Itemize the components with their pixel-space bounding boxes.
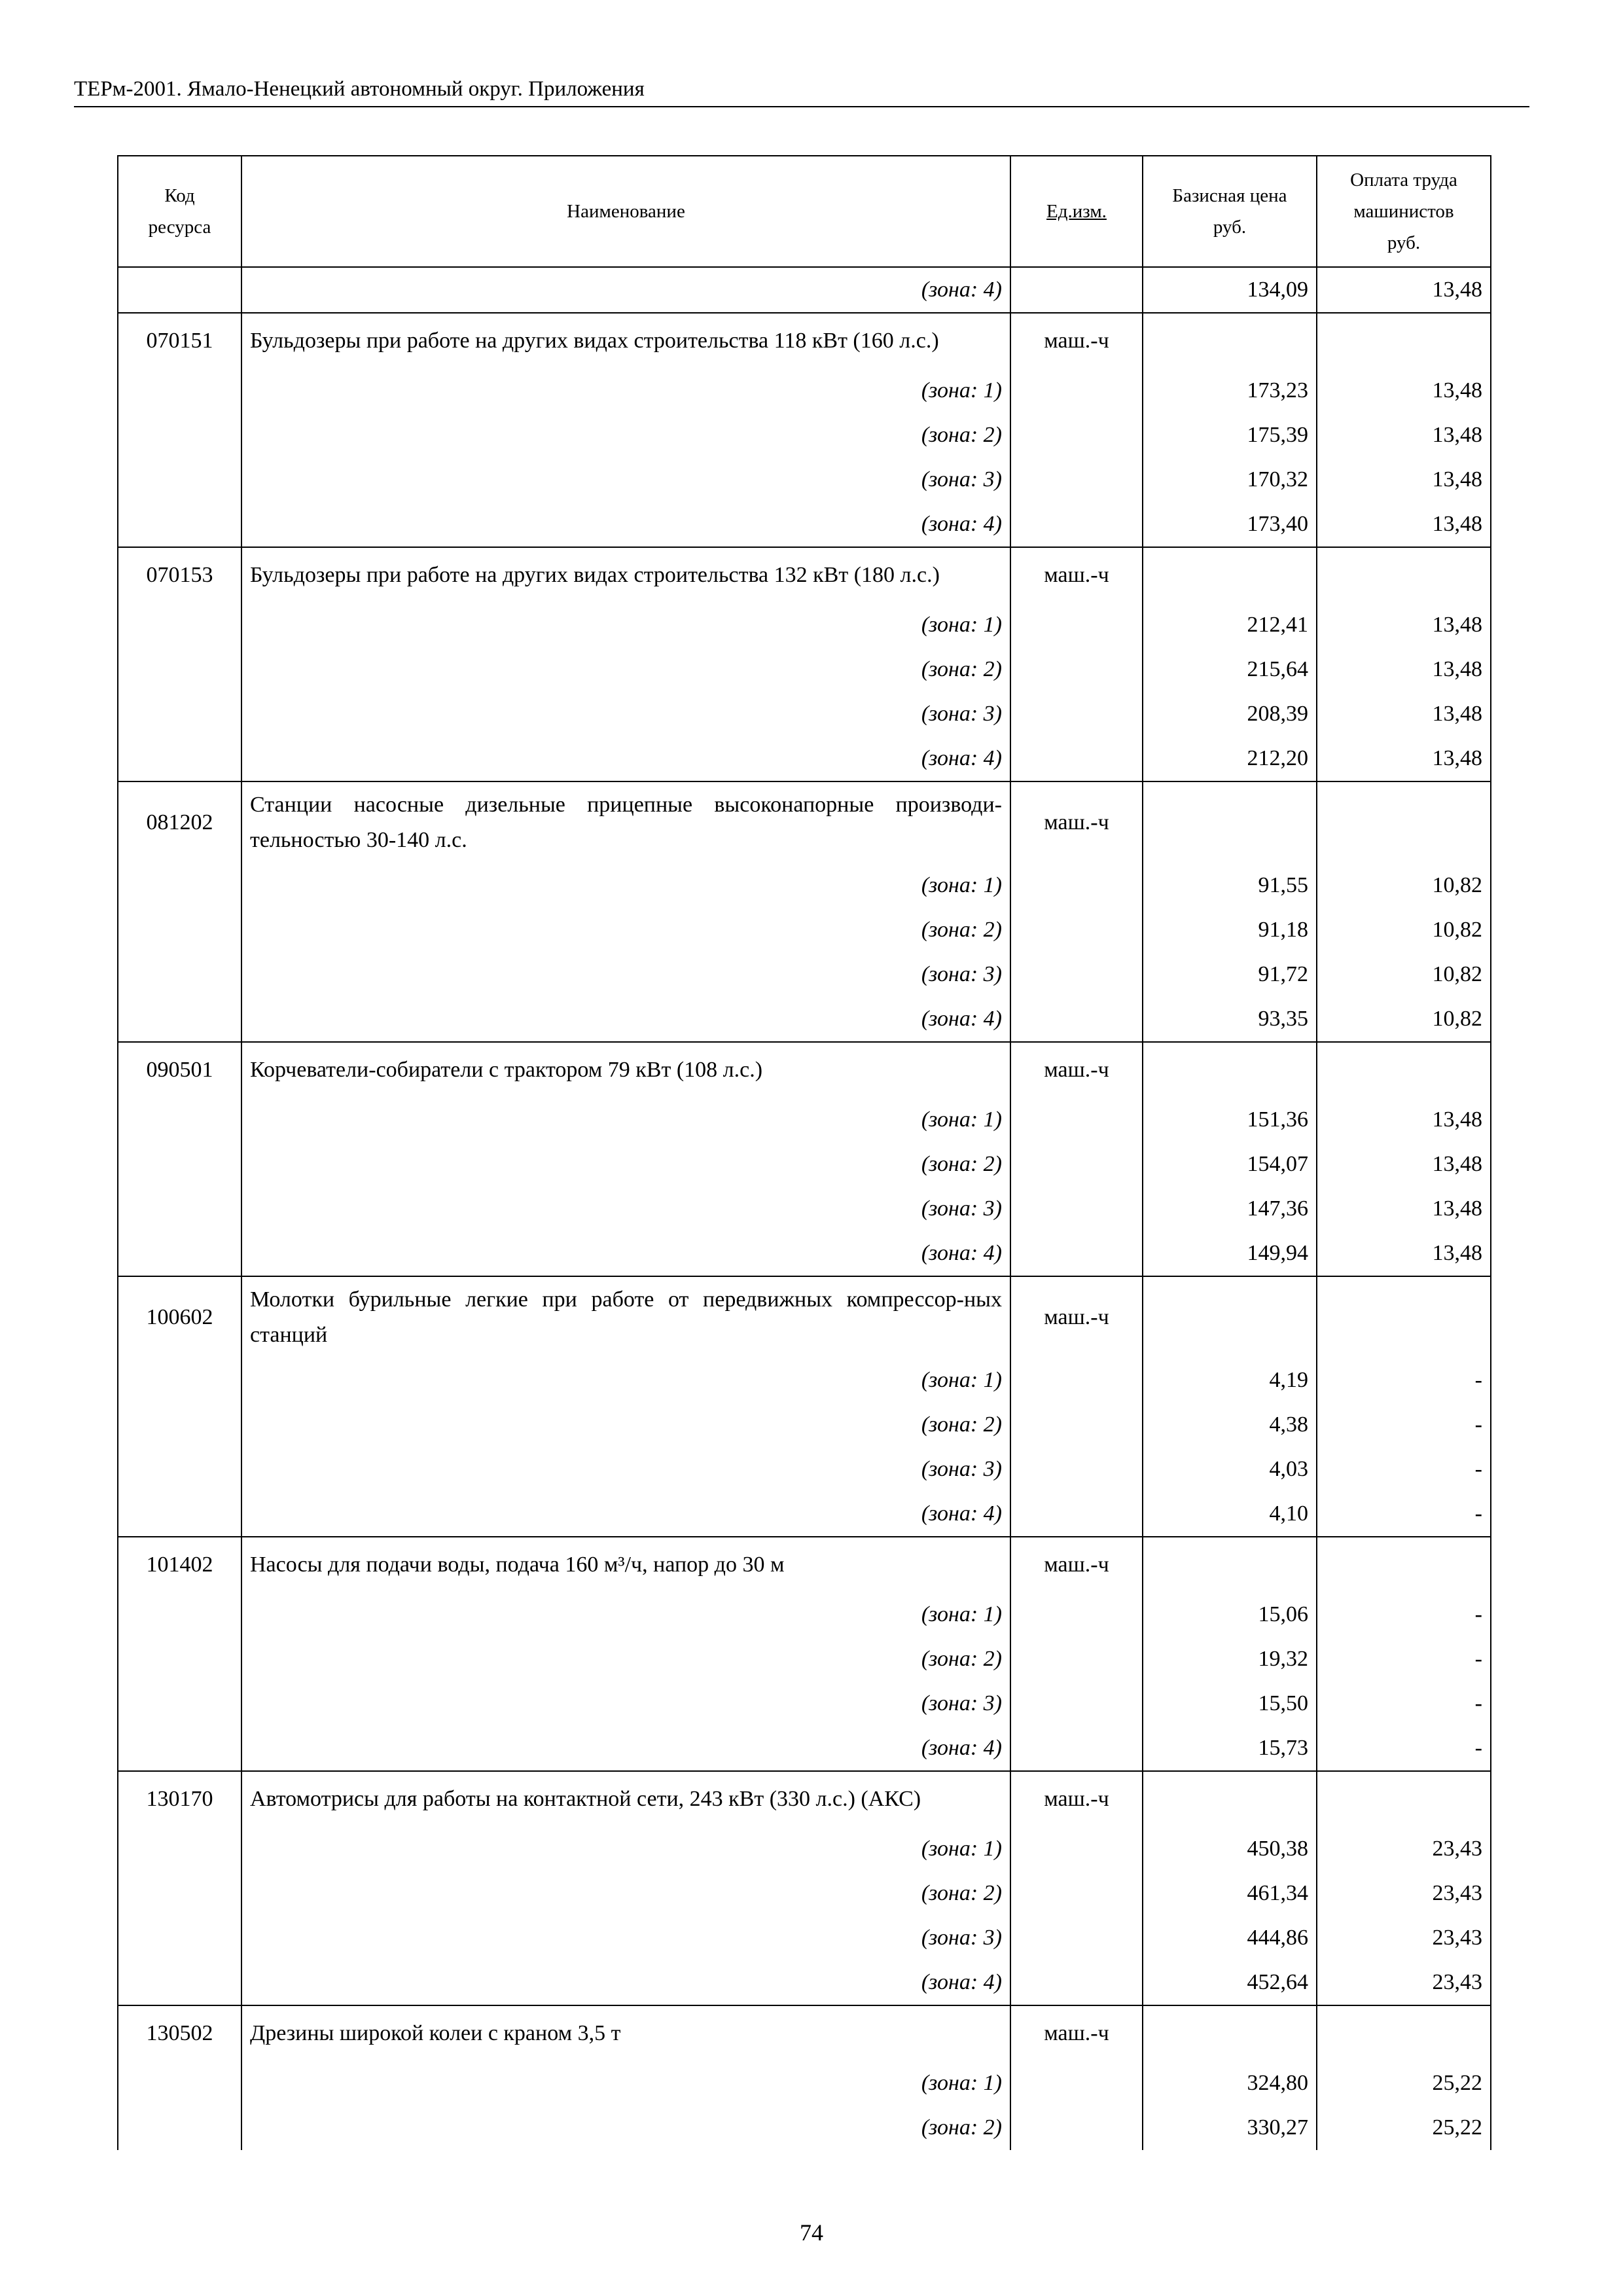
resource-code-cell bbox=[118, 603, 241, 647]
unit-cell bbox=[1010, 2061, 1143, 2106]
zone-label: (зона: 4) bbox=[241, 1231, 1010, 1276]
base-price: 4,03 bbox=[1143, 1447, 1317, 1492]
table-row bbox=[118, 502, 1491, 547]
unit-of-measure: маш.-ч bbox=[1010, 547, 1143, 603]
resource-code-cell bbox=[118, 267, 241, 313]
table-row bbox=[118, 267, 1491, 313]
unit-cell bbox=[1010, 1726, 1143, 1771]
resource-code-cell bbox=[118, 413, 241, 457]
operator-wage: 13,48 bbox=[1317, 368, 1491, 413]
zone-label: (зона: 1) bbox=[241, 368, 1010, 413]
table-row bbox=[118, 1681, 1491, 1726]
base-price: 15,06 bbox=[1143, 1592, 1317, 1637]
unit-cell bbox=[1010, 1231, 1143, 1276]
zone-label: (зона: 1) bbox=[241, 1592, 1010, 1637]
zone-label: (зона: 2) bbox=[241, 413, 1010, 457]
table-row bbox=[118, 692, 1491, 736]
resource-code: 101402 bbox=[118, 1537, 241, 1592]
resource-code-cell bbox=[118, 368, 241, 413]
base-price bbox=[1143, 1042, 1317, 1098]
resource-code: 081202 bbox=[118, 781, 241, 863]
operator-wage: 23,43 bbox=[1317, 1871, 1491, 1916]
table-row bbox=[118, 1231, 1491, 1276]
column-header-wage-line3: руб. bbox=[1387, 232, 1421, 253]
unit-cell bbox=[1010, 1142, 1143, 1187]
operator-wage: 10,82 bbox=[1317, 908, 1491, 952]
unit-cell bbox=[1010, 1871, 1143, 1916]
base-price: 134,09 bbox=[1143, 267, 1317, 313]
operator-wage: - bbox=[1317, 1681, 1491, 1726]
operator-wage: 25,22 bbox=[1317, 2106, 1491, 2150]
resource-code: 130170 bbox=[118, 1771, 241, 1827]
base-price: 149,94 bbox=[1143, 1231, 1317, 1276]
resource-code-cell bbox=[118, 647, 241, 692]
resource-code-cell bbox=[118, 1142, 241, 1187]
operator-wage: 13,48 bbox=[1317, 457, 1491, 502]
base-price: 91,18 bbox=[1143, 908, 1317, 952]
zone-label: (зона: 1) bbox=[241, 1827, 1010, 1871]
table-row bbox=[118, 1447, 1491, 1492]
unit-cell bbox=[1010, 647, 1143, 692]
table-row bbox=[118, 1042, 1491, 1098]
operator-wage: - bbox=[1317, 1492, 1491, 1537]
resource-code-cell bbox=[118, 2061, 241, 2106]
table-row bbox=[118, 457, 1491, 502]
unit-cell bbox=[1010, 952, 1143, 997]
operator-wage: 25,22 bbox=[1317, 2061, 1491, 2106]
unit-of-measure: маш.-ч bbox=[1010, 781, 1143, 863]
operator-wage: 13,48 bbox=[1317, 1098, 1491, 1142]
zone-label: (зона: 3) bbox=[241, 952, 1010, 997]
unit-cell bbox=[1010, 1960, 1143, 2005]
base-price bbox=[1143, 313, 1317, 368]
base-price: 4,19 bbox=[1143, 1358, 1317, 1403]
table-row bbox=[118, 952, 1491, 997]
unit-cell bbox=[1010, 457, 1143, 502]
zone-label: (зона: 4) bbox=[241, 1492, 1010, 1537]
column-header-price-line2: руб. bbox=[1213, 217, 1247, 238]
base-price: 93,35 bbox=[1143, 997, 1317, 1042]
operator-wage bbox=[1317, 547, 1491, 603]
resource-code: 100602 bbox=[118, 1276, 241, 1358]
operator-wage: 13,48 bbox=[1317, 413, 1491, 457]
table-row bbox=[118, 368, 1491, 413]
operator-wage: 10,82 bbox=[1317, 863, 1491, 908]
unit-cell bbox=[1010, 603, 1143, 647]
unit-cell bbox=[1010, 413, 1143, 457]
operator-wage: - bbox=[1317, 1358, 1491, 1403]
unit-cell bbox=[1010, 1098, 1143, 1142]
base-price bbox=[1143, 1276, 1317, 1358]
table-row bbox=[118, 2005, 1491, 2061]
column-header-price-line1: Базисная цена bbox=[1172, 185, 1287, 206]
table-row bbox=[118, 313, 1491, 368]
table-row bbox=[118, 781, 1491, 863]
operator-wage: 13,48 bbox=[1317, 1142, 1491, 1187]
unit-cell bbox=[1010, 2106, 1143, 2150]
table-row bbox=[118, 1492, 1491, 1537]
unit-cell bbox=[1010, 1447, 1143, 1492]
unit-cell bbox=[1010, 1358, 1143, 1403]
resource-code-cell bbox=[118, 1726, 241, 1771]
base-price bbox=[1143, 781, 1317, 863]
resource-code-cell bbox=[118, 1637, 241, 1681]
unit-cell bbox=[1010, 736, 1143, 781]
operator-wage: 10,82 bbox=[1317, 997, 1491, 1042]
operator-wage bbox=[1317, 1276, 1491, 1358]
operator-wage bbox=[1317, 1771, 1491, 1827]
zone-label: (зона: 2) bbox=[241, 908, 1010, 952]
resource-code-cell bbox=[118, 952, 241, 997]
unit-cell bbox=[1010, 1592, 1143, 1637]
page-number: 74 bbox=[800, 2219, 823, 2246]
operator-wage: 23,43 bbox=[1317, 1916, 1491, 1960]
running-header: ТЕРм-2001. Ямало-Ненецкий автономный округ. Приложения bbox=[74, 77, 645, 101]
resource-code-cell bbox=[118, 1358, 241, 1403]
resource-code: 130502 bbox=[118, 2005, 241, 2061]
table-row bbox=[118, 547, 1491, 603]
zone-label: (зона: 4) bbox=[241, 502, 1010, 547]
operator-wage: 23,43 bbox=[1317, 1960, 1491, 2005]
zone-label: (зона: 4) bbox=[241, 1960, 1010, 2005]
resource-code-cell bbox=[118, 1592, 241, 1637]
resource-code-cell bbox=[118, 736, 241, 781]
operator-wage bbox=[1317, 1042, 1491, 1098]
unit-cell bbox=[1010, 1827, 1143, 1871]
resource-name: Корчеватели-собиратели с трактором 79 кВт (108 л.с.) bbox=[241, 1042, 1010, 1098]
operator-wage: 23,43 bbox=[1317, 1827, 1491, 1871]
resource-code-cell bbox=[118, 1098, 241, 1142]
operator-wage: 13,48 bbox=[1317, 1231, 1491, 1276]
resource-code-cell bbox=[118, 1447, 241, 1492]
column-header-name-label: Наименование bbox=[567, 201, 685, 222]
zone-label: (зона: 2) bbox=[241, 1637, 1010, 1681]
column-header-wage-line1: Оплата труда bbox=[1350, 170, 1457, 190]
base-price: 15,50 bbox=[1143, 1681, 1317, 1726]
unit-of-measure: маш.-ч bbox=[1010, 2005, 1143, 2061]
resource-code-cell bbox=[118, 1827, 241, 1871]
zone-label: (зона: 3) bbox=[241, 457, 1010, 502]
unit-cell bbox=[1010, 502, 1143, 547]
resource-code-cell bbox=[118, 1231, 241, 1276]
resource-code-cell bbox=[118, 908, 241, 952]
resource-code-cell bbox=[118, 502, 241, 547]
resource-name: Станции насосные дизельные прицепные высоконапорные производи-тельностью 30-140 л.с. bbox=[241, 781, 1010, 863]
zone-label: (зона: 1) bbox=[241, 1358, 1010, 1403]
table-row bbox=[118, 1726, 1491, 1771]
zone-label: (зона: 1) bbox=[241, 1098, 1010, 1142]
resource-code-cell bbox=[118, 1916, 241, 1960]
base-price: 330,27 bbox=[1143, 2106, 1317, 2150]
zone-label: (зона: 2) bbox=[241, 1871, 1010, 1916]
base-price: 151,36 bbox=[1143, 1098, 1317, 1142]
table-row bbox=[118, 647, 1491, 692]
base-price: 324,80 bbox=[1143, 2061, 1317, 2106]
table-row bbox=[118, 1098, 1491, 1142]
resource-code-cell bbox=[118, 1492, 241, 1537]
base-price: 444,86 bbox=[1143, 1916, 1317, 1960]
operator-wage bbox=[1317, 1537, 1491, 1592]
column-header-code-line2: ресурса bbox=[148, 217, 211, 238]
base-price: 91,72 bbox=[1143, 952, 1317, 997]
base-price: 450,38 bbox=[1143, 1827, 1317, 1871]
column-header-wage bbox=[1317, 156, 1491, 267]
zone-label: (зона: 2) bbox=[241, 1142, 1010, 1187]
resource-name: Бульдозеры при работе на других видах строительства 118 кВт (160 л.с.) bbox=[241, 313, 1010, 368]
unit-cell bbox=[1010, 1637, 1143, 1681]
operator-wage: 13,48 bbox=[1317, 692, 1491, 736]
resource-code: 070153 bbox=[118, 547, 241, 603]
operator-wage: - bbox=[1317, 1592, 1491, 1637]
zone-label: (зона: 2) bbox=[241, 1403, 1010, 1447]
zone-label: (зона: 3) bbox=[241, 1447, 1010, 1492]
unit-cell bbox=[1010, 908, 1143, 952]
base-price bbox=[1143, 1771, 1317, 1827]
operator-wage: 13,48 bbox=[1317, 267, 1491, 313]
unit-cell bbox=[1010, 997, 1143, 1042]
table-row bbox=[118, 1403, 1491, 1447]
unit-of-measure: маш.-ч bbox=[1010, 1042, 1143, 1098]
operator-wage bbox=[1317, 781, 1491, 863]
base-price: 212,41 bbox=[1143, 603, 1317, 647]
operator-wage: 10,82 bbox=[1317, 952, 1491, 997]
zone-label: (зона: 3) bbox=[241, 692, 1010, 736]
zone-label: (зона: 1) bbox=[241, 863, 1010, 908]
table-row bbox=[118, 1827, 1491, 1871]
table-row bbox=[118, 2106, 1491, 2150]
zone-label: (зона: 1) bbox=[241, 603, 1010, 647]
operator-wage bbox=[1317, 313, 1491, 368]
base-price bbox=[1143, 547, 1317, 603]
resource-code-cell bbox=[118, 1187, 241, 1231]
resource-code-cell bbox=[118, 692, 241, 736]
zone-label: (зона: 1) bbox=[241, 2061, 1010, 2106]
operator-wage: 13,48 bbox=[1317, 647, 1491, 692]
zone-label: (зона: 2) bbox=[241, 647, 1010, 692]
resource-code-cell bbox=[118, 457, 241, 502]
table-row bbox=[118, 2061, 1491, 2106]
unit-of-measure: маш.-ч bbox=[1010, 1276, 1143, 1358]
resource-name: Насосы для подачи воды, подача 160 м³/ч, напор до 30 м bbox=[241, 1537, 1010, 1592]
unit-of-measure: маш.-ч bbox=[1010, 1771, 1143, 1827]
zone-label: (зона: 3) bbox=[241, 1681, 1010, 1726]
table-row bbox=[118, 863, 1491, 908]
table-row bbox=[118, 1637, 1491, 1681]
column-header-code bbox=[118, 156, 241, 267]
resource-code-cell bbox=[118, 1403, 241, 1447]
operator-wage: 13,48 bbox=[1317, 1187, 1491, 1231]
base-price: 4,38 bbox=[1143, 1403, 1317, 1447]
base-price: 208,39 bbox=[1143, 692, 1317, 736]
operator-wage: 13,48 bbox=[1317, 603, 1491, 647]
column-header-code-line1: Код bbox=[164, 185, 195, 206]
zone-label: (зона: 3) bbox=[241, 1187, 1010, 1231]
column-header-name bbox=[241, 156, 1010, 267]
table-row bbox=[118, 908, 1491, 952]
unit-cell bbox=[1010, 1403, 1143, 1447]
base-price bbox=[1143, 2005, 1317, 2061]
table-row bbox=[118, 1358, 1491, 1403]
table-body bbox=[118, 267, 1491, 2150]
table-row bbox=[118, 997, 1491, 1042]
base-price: 212,20 bbox=[1143, 736, 1317, 781]
table-row bbox=[118, 413, 1491, 457]
zone-label: (зона: 4) bbox=[241, 267, 1010, 313]
resource-code-cell bbox=[118, 1871, 241, 1916]
base-price: 4,10 bbox=[1143, 1492, 1317, 1537]
resource-name: Дрезины широкой колеи с краном 3,5 т bbox=[241, 2005, 1010, 2061]
unit-of-measure: маш.-ч bbox=[1010, 1537, 1143, 1592]
table-row bbox=[118, 1276, 1491, 1358]
zone-label: (зона: 2) bbox=[241, 2106, 1010, 2150]
base-price: 215,64 bbox=[1143, 647, 1317, 692]
column-header-unit-label: Ед.изм. bbox=[1046, 201, 1107, 222]
table-row bbox=[118, 1187, 1491, 1231]
table-row bbox=[118, 1537, 1491, 1592]
base-price: 91,55 bbox=[1143, 863, 1317, 908]
table-row bbox=[118, 1771, 1491, 1827]
base-price: 173,40 bbox=[1143, 502, 1317, 547]
base-price: 175,39 bbox=[1143, 413, 1317, 457]
unit-cell bbox=[1010, 1681, 1143, 1726]
unit-cell bbox=[1010, 368, 1143, 413]
operator-wage: - bbox=[1317, 1403, 1491, 1447]
base-price bbox=[1143, 1537, 1317, 1592]
zone-label: (зона: 4) bbox=[241, 997, 1010, 1042]
base-price: 461,34 bbox=[1143, 1871, 1317, 1916]
zone-label: (зона: 4) bbox=[241, 736, 1010, 781]
resource-name: Молотки бурильные легкие при работе от передвижных компрессор-ных станций bbox=[241, 1276, 1010, 1358]
operator-wage: 13,48 bbox=[1317, 502, 1491, 547]
table-header-row bbox=[118, 156, 1491, 267]
resource-code-cell bbox=[118, 2106, 241, 2150]
operator-wage: - bbox=[1317, 1637, 1491, 1681]
resource-name: Автомотрисы для работы на контактной сети, 243 кВт (330 л.с.) (АКС) bbox=[241, 1771, 1010, 1827]
table-row bbox=[118, 1592, 1491, 1637]
resource-code: 070151 bbox=[118, 313, 241, 368]
resource-name: Бульдозеры при работе на других видах строительства 132 кВт (180 л.с.) bbox=[241, 547, 1010, 603]
table-row bbox=[118, 1916, 1491, 1960]
column-header-price bbox=[1143, 156, 1317, 267]
base-price: 19,32 bbox=[1143, 1637, 1317, 1681]
resource-code: 090501 bbox=[118, 1042, 241, 1098]
table-row bbox=[118, 736, 1491, 781]
table-row bbox=[118, 1871, 1491, 1916]
column-header-wage-line2: машинистов bbox=[1353, 201, 1454, 222]
base-price: 452,64 bbox=[1143, 1960, 1317, 2005]
resource-code-cell bbox=[118, 1960, 241, 2005]
unit-cell bbox=[1010, 1916, 1143, 1960]
unit-cell bbox=[1010, 692, 1143, 736]
column-header-unit bbox=[1010, 156, 1143, 267]
table-row bbox=[118, 1142, 1491, 1187]
header-rule bbox=[74, 106, 1529, 107]
base-price: 147,36 bbox=[1143, 1187, 1317, 1231]
zone-label: (зона: 3) bbox=[241, 1916, 1010, 1960]
operator-wage: - bbox=[1317, 1726, 1491, 1771]
base-price: 154,07 bbox=[1143, 1142, 1317, 1187]
operator-wage: - bbox=[1317, 1447, 1491, 1492]
resource-code-cell bbox=[118, 863, 241, 908]
resource-price-table bbox=[117, 155, 1491, 2150]
zone-label: (зона: 4) bbox=[241, 1726, 1010, 1771]
unit-of-measure: маш.-ч bbox=[1010, 313, 1143, 368]
unit-cell bbox=[1010, 863, 1143, 908]
base-price: 173,23 bbox=[1143, 368, 1317, 413]
base-price: 170,32 bbox=[1143, 457, 1317, 502]
table-row bbox=[118, 1960, 1491, 2005]
unit-cell bbox=[1010, 1492, 1143, 1537]
table-row bbox=[118, 603, 1491, 647]
base-price: 15,73 bbox=[1143, 1726, 1317, 1771]
resource-code-cell bbox=[118, 1681, 241, 1726]
operator-wage: 13,48 bbox=[1317, 736, 1491, 781]
unit-cell bbox=[1010, 1187, 1143, 1231]
unit-cell bbox=[1010, 267, 1143, 313]
resource-code-cell bbox=[118, 997, 241, 1042]
operator-wage bbox=[1317, 2005, 1491, 2061]
